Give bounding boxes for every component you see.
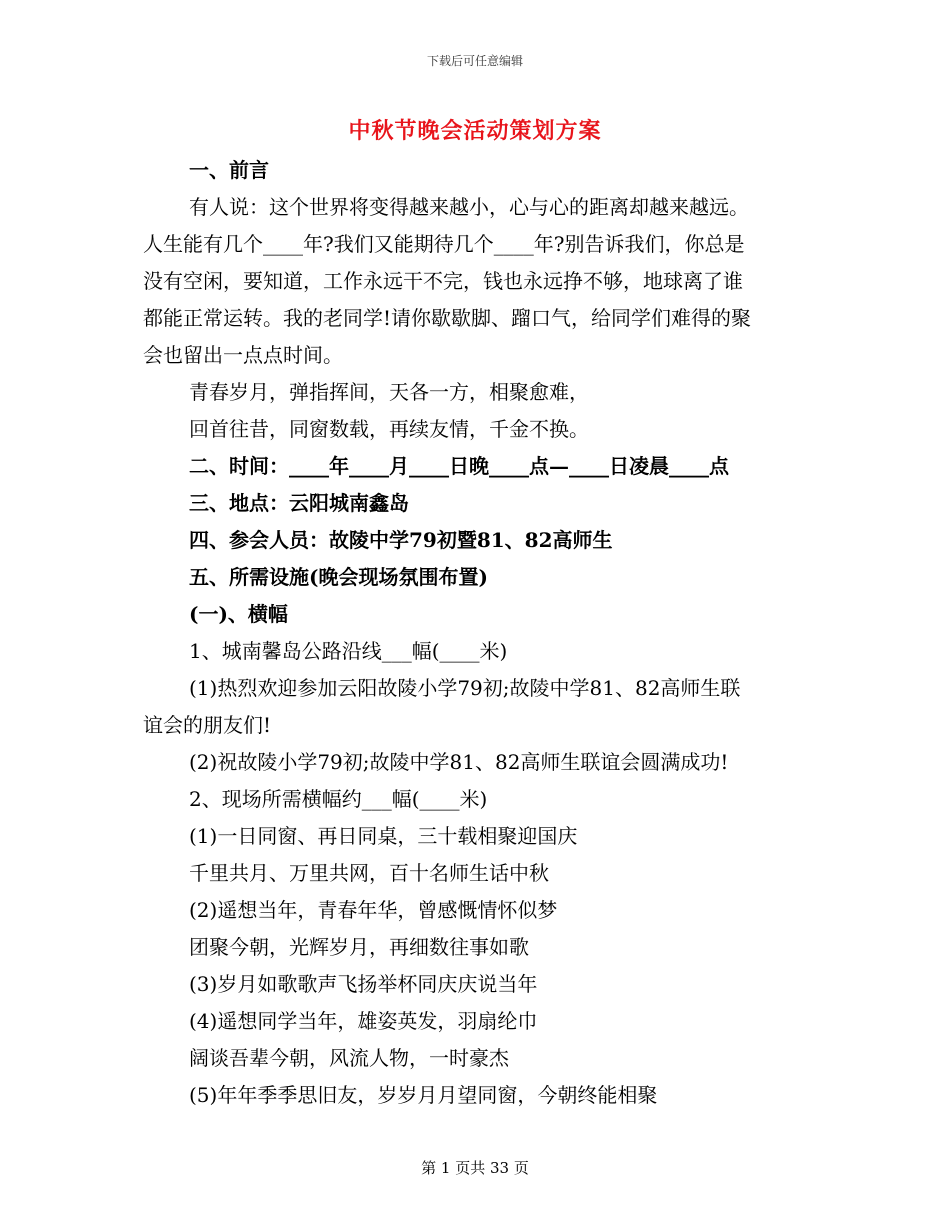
- body-line: (1)热烈欢迎参加云阳故陵小学79初;故陵中学81、82高师生联: [189, 676, 741, 700]
- body-line: 阔谈吾辈今朝，风流人物，一时豪杰: [189, 1046, 509, 1070]
- body-line: (1)一日同窗、再日同桌，三十载相聚迎国庆: [189, 824, 578, 848]
- body-line: 有人说：这个世界将变得越来越小，心与心的距离却越来越远。: [189, 195, 749, 219]
- section-heading: 五、所需设施(晚会现场氛围布置): [189, 565, 488, 589]
- body-line: (2)祝故陵小学79初;故陵中学81、82高师生联谊会圆满成功!: [189, 750, 729, 774]
- section-heading: 一、前言: [189, 158, 269, 182]
- body-line: 会也留出一点点时间。: [143, 343, 343, 367]
- page-footer: 第 1 页共 33 页: [421, 1159, 529, 1177]
- page-header: 下载后可任意编辑: [426, 54, 523, 68]
- body-line: (2)遥想当年，青春年华，曾感慨情怀似梦: [189, 898, 558, 922]
- body-line: (4)遥想同学当年，雄姿英发，羽扇纶巾: [189, 1009, 538, 1033]
- section-heading: 三、地点：云阳城南鑫岛: [189, 491, 409, 515]
- body-line: 人生能有几个____年?我们又能期待几个____年?别告诉我们，你总是: [143, 232, 745, 256]
- body-line: 谊会的朋友们!: [143, 713, 272, 737]
- document-title: 中秋节晚会活动策划方案: [348, 118, 602, 144]
- section-heading: (一)、横幅: [189, 602, 288, 626]
- body-line: 回首往昔，同窗数载，再续友情，千金不换。: [189, 417, 589, 441]
- section-heading: 二、时间：____年____月____日晚____点—____日凌晨____点: [189, 454, 729, 478]
- body-line: 青春岁月，弹指挥间，天各一方，相聚愈难，: [189, 380, 589, 404]
- body-line: 千里共月、万里共网，百十名师生话中秋: [189, 861, 549, 885]
- body-line: (3)岁月如歌歌声飞扬举杯同庆庆说当年: [189, 972, 538, 996]
- body-line: 没有空闲，要知道，工作永远干不完，钱也永远挣不够，地球离了谁: [143, 269, 743, 293]
- body-line: (5)年年季季思旧友，岁岁月月望同窗，今朝终能相聚: [189, 1083, 658, 1107]
- body-line: 团聚今朝，光辉岁月，再细数往事如歌: [189, 935, 529, 959]
- body-line: 都能正常运转。我的老同学!请你歇歇脚、蹓口气，给同学们难得的聚: [143, 306, 752, 330]
- section-heading: 四、参会人员：故陵中学79初暨81、82高师生: [189, 528, 613, 552]
- body-line: 1、城南馨岛公路沿线___幅(____米): [189, 639, 508, 663]
- document-body: [143, 152, 803, 1114]
- body-line: 2、现场所需横幅约___幅(____米): [189, 787, 488, 811]
